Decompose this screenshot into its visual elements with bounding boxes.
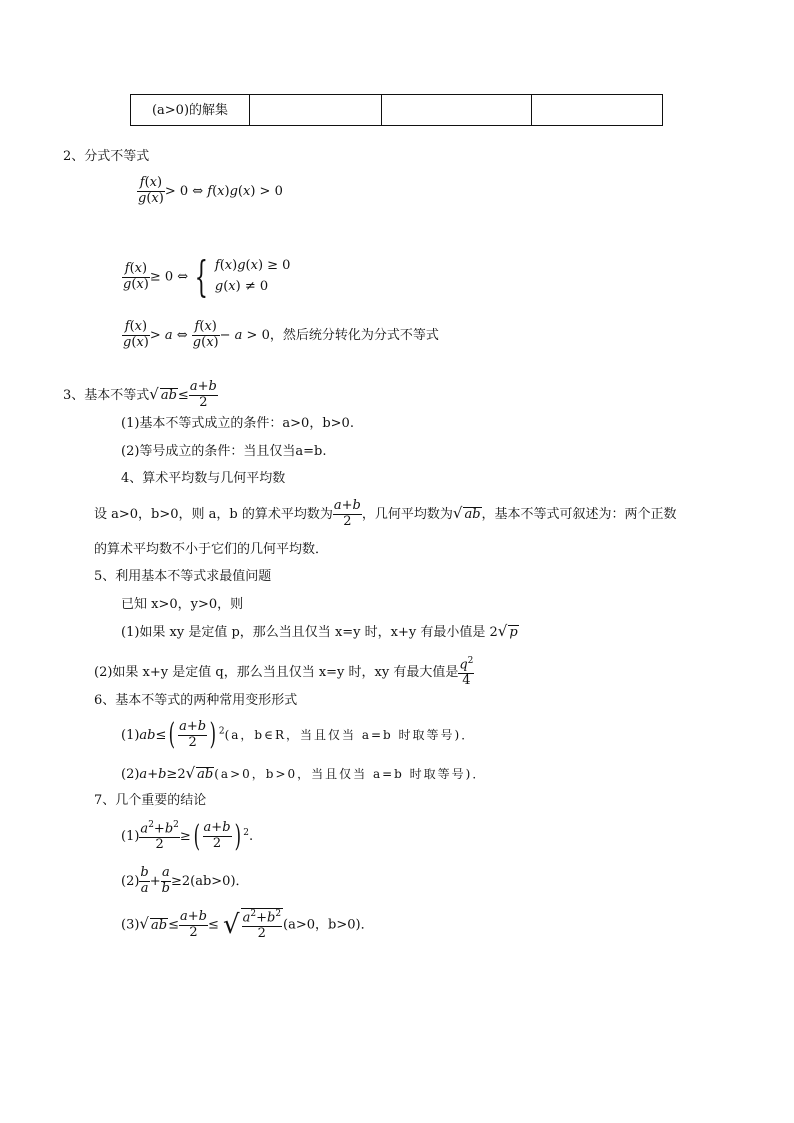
s7-item-1: (1) $\frac{a^2+b^2}{2}$ ≥( $\frac{a+b}{2}$ ) $^2$. [121, 818, 254, 854]
section-3-heading: 3、基本不等式√ ab≤ $\frac{a+b}{2}$ [63, 379, 217, 410]
s6-item-2: (2)a+b≥2√ ab(a>0，b>0，当且仅当 a=b 时取等号)． [121, 764, 487, 782]
table-row [131, 95, 663, 126]
table-cell [382, 95, 532, 126]
section-7-heading: 7、几个重要的结论 [94, 793, 207, 808]
formula-fraction-gt-a: $\frac{f(x)}{g(x)}$ > a ⇔ $\frac{f(x)}{g(x)}$ − a > 0，然后统分转化为分式不等式 [123, 319, 439, 350]
s3-item-2: (2)等号成立的条件：当且仅当a=b. [121, 444, 327, 459]
table-cell-label: (a>0)的解集 [131, 95, 250, 126]
section-5-heading: 5、利用基本不等式求最值问题 [94, 569, 272, 584]
section-2-heading: 2、分式不等式 [63, 149, 150, 164]
fraction-note: ，然后统分转化为分式不等式 [269, 327, 439, 343]
s4-definition-cont: 的算术平均数不小于它们的几何平均数． [94, 542, 329, 557]
s4-definition: 设 a>0，b>0，则 a，b 的算术平均数为 $\frac{a+b}{2}$ ，几何平均数为√ ab，基本不等式可叙述为：两个正数 [94, 498, 677, 529]
s3-item-1: (1)基本不等式成立的条件：a>0，b>0. [121, 416, 354, 431]
s5-item-1: (1)如果 xy 是定值 p，那么当且仅当 x=y 时，x+y 有最小值是 2√ p [121, 622, 518, 640]
solution-set-table [130, 94, 663, 126]
section-6-heading: 6、基本不等式的两种常用变形形式 [94, 693, 298, 708]
s7-item-2: (2) $\frac{b}{a}$ + $\frac{a}{b}$ ≥2(ab>0)． [121, 865, 249, 896]
section-4-heading: 4、算术平均数与几何平均数 [121, 471, 286, 486]
s5-item-2: (2)如果 x+y 是定值 q，那么当且仅当 x=y 时，xy 有最大值是 $\frac{q^2}{4}$ [94, 656, 474, 689]
s6-item-1: (1)ab≤( $\frac{a+b}{2}$ ) $^2$(a，b∈R，当且仅当 a=b 时取等号)． [121, 717, 476, 753]
table-cell [250, 95, 382, 126]
table-cell [532, 95, 663, 126]
s7-item-3: (3)√ ab≤ $\frac{a+b}{2}$ ≤ √ $\frac{a^2+b^2}{2}$ (a>0，b>0)． [121, 908, 374, 942]
formula-fraction-gt: $\frac{f(x)}{g(x)}$ > 0 ⇔ f(x)g(x) > 0 [138, 175, 283, 206]
formula-fraction-ge: $\frac{f(x)}{g(x)}$ ≥ 0 ⇔ { f(x)g(x) ≥ 0 g(x) ≠ 0 [123, 252, 291, 301]
s5-given: 已知 x>0，y>0，则 [121, 597, 244, 612]
